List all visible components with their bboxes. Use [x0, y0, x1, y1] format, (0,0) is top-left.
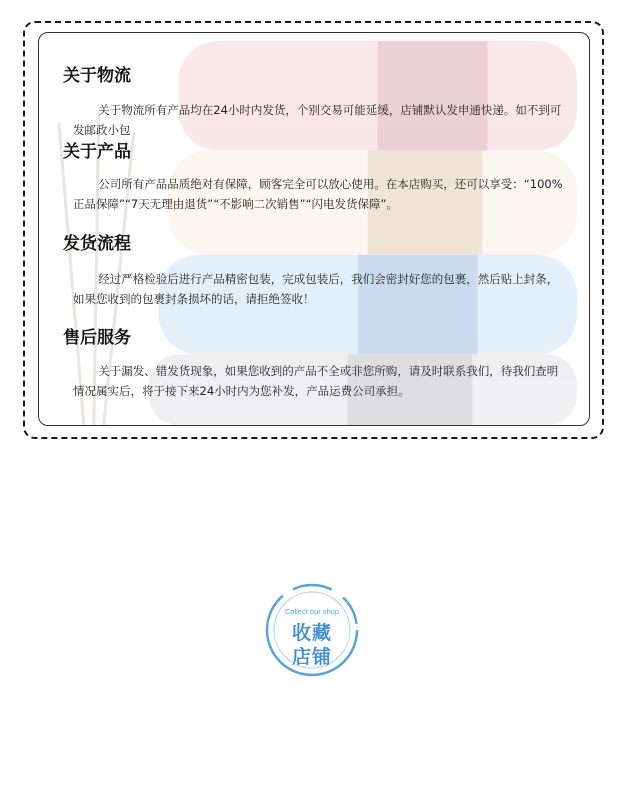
badge-line2: 店铺: [291, 646, 332, 668]
section-body: 公司所有产品品质绝对有保障，顾客完全可以放心使用。在本店购买，还可以享受：“100%正品保障”“7天无理由退货”“不影响二次销售”“闪电发货保障”。: [73, 177, 563, 211]
section-body: 关于漏发、错发货现象，如果您收到的产品不全或非您所购，请及时联系我们，待我们查明情况属实后，将于接下来24小时内为您补发，产品运费公司承担。: [73, 364, 559, 398]
badge-line1: 收藏: [291, 622, 332, 644]
section-title: 关于产品: [63, 142, 131, 162]
badge-english-text: Collect our shop: [284, 607, 340, 616]
section-body: 关于物流所有产品均在24小时内发货，个别交易可能延缓，店铺默认发申通快递。如不到可发邮政小包: [73, 103, 562, 137]
section-body: 经过严格检验后进行产品精密包装，完成包装后，我们会密封好您的包裹，然后贴上封条，如果您收到的包裹封条损坏的话，请拒绝签收！: [73, 272, 559, 306]
section-title: 发货流程: [63, 234, 131, 254]
section-title: 关于物流: [63, 66, 131, 86]
section-title: 售后服务: [63, 328, 131, 348]
collect-shop-button[interactable]: [262, 580, 362, 680]
shop-notice-card: [38, 32, 590, 426]
